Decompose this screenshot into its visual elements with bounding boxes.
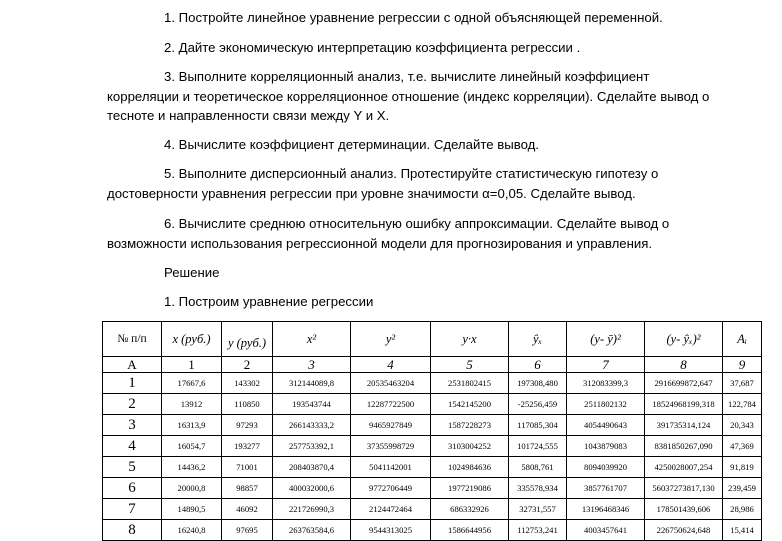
table-cell: 97695 xyxy=(222,520,273,541)
table-row xyxy=(103,520,762,541)
table-cell: 4250028007,254 xyxy=(645,457,723,478)
table-cell: 110850 xyxy=(222,394,273,415)
table-cell: 12287722500 xyxy=(351,394,431,415)
table-cell: 4003457641 xyxy=(567,520,645,541)
table-cell: 8094039920 xyxy=(567,457,645,478)
column-number-row xyxy=(103,357,762,373)
header-y-squared: y² xyxy=(351,322,431,357)
table-row xyxy=(103,394,762,415)
header-x: x (руб.) xyxy=(162,322,222,357)
table-header-row xyxy=(103,322,762,357)
table-cell: 1542145200 xyxy=(431,394,509,415)
table-cell: 263763584,6 xyxy=(273,520,351,541)
table-cell: 239,459 xyxy=(723,478,762,499)
table-cell: 1586644956 xyxy=(431,520,509,541)
header-x-squared: x² xyxy=(273,322,351,357)
column-number: 8 xyxy=(645,357,723,373)
table-cell: 20535463204 xyxy=(351,373,431,394)
table-row xyxy=(103,415,762,436)
table-cell: 257753392,1 xyxy=(273,436,351,457)
table-cell: 112753,241 xyxy=(509,520,567,541)
table-cell: 312083399,3 xyxy=(567,373,645,394)
task-5-line-1: 5. Выполните дисперсионный анализ. Протестируйте статистическую гипотезу о xyxy=(164,166,659,181)
task-3-line-1: 3. Выполните корреляционный анализ, т.е. вычислите линейный коэффициент xyxy=(164,69,650,84)
header-y-label: y (руб.) xyxy=(227,335,267,350)
column-number: 5 xyxy=(431,357,509,373)
table-cell: 4054490643 xyxy=(567,415,645,436)
table-cell: 1977219086 xyxy=(431,478,509,499)
table-cell: 98857 xyxy=(222,478,273,499)
row-number-cell: 8 xyxy=(103,520,162,541)
table-cell: 9544313025 xyxy=(351,520,431,541)
table-row xyxy=(103,373,762,394)
table-row xyxy=(103,499,762,520)
table-cell: 16240,8 xyxy=(162,520,222,541)
table-cell: 97293 xyxy=(222,415,273,436)
column-number: 9 xyxy=(723,357,762,373)
table-cell: 56037273817,130 xyxy=(645,478,723,499)
row-number-cell: 7 xyxy=(103,499,162,520)
column-number: 6 xyxy=(509,357,567,373)
table-cell: 18524968199,318 xyxy=(645,394,723,415)
column-number: A xyxy=(103,357,162,373)
table-cell: 5808,761 xyxy=(509,457,567,478)
table-cell: 101724,555 xyxy=(509,436,567,457)
table-cell: 391735314,124 xyxy=(645,415,723,436)
table-cell: 122,784 xyxy=(723,394,762,415)
table-cell: 9465927849 xyxy=(351,415,431,436)
table-cell: 335578,934 xyxy=(509,478,567,499)
table-cell: 14436,2 xyxy=(162,457,222,478)
table-cell: 37,687 xyxy=(723,373,762,394)
table-cell: 28,986 xyxy=(723,499,762,520)
table-cell: 3857761707 xyxy=(567,478,645,499)
table-row xyxy=(103,436,762,457)
table-cell: 266143333,2 xyxy=(273,415,351,436)
row-number-cell: 2 xyxy=(103,394,162,415)
table-cell: 71001 xyxy=(222,457,273,478)
table-cell: 193543744 xyxy=(273,394,351,415)
header-y-hat: ŷₓ xyxy=(509,322,567,357)
table-cell: 1043879083 xyxy=(567,436,645,457)
table-cell: 46092 xyxy=(222,499,273,520)
table-cell: 1587228273 xyxy=(431,415,509,436)
header-row-number: № п/п xyxy=(103,322,162,357)
table-cell: 208403870,4 xyxy=(273,457,351,478)
table-cell: 2531802415 xyxy=(431,373,509,394)
task-2: 2. Дайте экономическую интерпретацию коэффициента регрессии . xyxy=(164,40,581,55)
table-cell: 193277 xyxy=(222,436,273,457)
table-cell: 312144089,8 xyxy=(273,373,351,394)
table-cell: 5041142001 xyxy=(351,457,431,478)
step-1-heading: 1. Построим уравнение регрессии xyxy=(164,294,374,309)
table-cell: 13196468346 xyxy=(567,499,645,520)
table-cell: -25256,459 xyxy=(509,394,567,415)
header-y xyxy=(222,322,273,357)
table-cell: 20,343 xyxy=(723,415,762,436)
table-cell: 2124472464 xyxy=(351,499,431,520)
table-cell: 143302 xyxy=(222,373,273,394)
table-cell: 178501439,606 xyxy=(645,499,723,520)
row-number-cell: 4 xyxy=(103,436,162,457)
task-3-line-3: тесноте и направленности связи между Y и X. xyxy=(107,108,390,123)
row-number-cell: 3 xyxy=(103,415,162,436)
header-ai: Aᵢ xyxy=(723,322,762,357)
table-cell: 13912 xyxy=(162,394,222,415)
table-cell: 221726990,3 xyxy=(273,499,351,520)
row-number-cell: 6 xyxy=(103,478,162,499)
table-cell: 32731,557 xyxy=(509,499,567,520)
table-data-body xyxy=(103,373,762,541)
solution-heading: Решение xyxy=(164,265,220,280)
table-row xyxy=(103,457,762,478)
table-cell: 14890,5 xyxy=(162,499,222,520)
header-yx: y·x xyxy=(431,322,509,357)
table-cell: 2916699872,647 xyxy=(645,373,723,394)
table-cell: 47,369 xyxy=(723,436,762,457)
table-cell: 197308,480 xyxy=(509,373,567,394)
table-cell: 91,819 xyxy=(723,457,762,478)
table-cell: 20000,8 xyxy=(162,478,222,499)
column-number: 1 xyxy=(162,357,222,373)
table-row xyxy=(103,478,762,499)
table-cell: 37355998729 xyxy=(351,436,431,457)
column-number: 2 xyxy=(222,357,273,373)
table-cell: 1024984636 xyxy=(431,457,509,478)
table-cell: 15,414 xyxy=(723,520,762,541)
table-cell: 16313,9 xyxy=(162,415,222,436)
task-3-line-2: корреляции и теоретическое корреляционное отношение (индекс корреляции). Сделайте вывод о xyxy=(107,89,710,104)
table-cell: 3103004252 xyxy=(431,436,509,457)
table-cell: 400032000,6 xyxy=(273,478,351,499)
table-cell: 686332926 xyxy=(431,499,509,520)
task-4: 4. Вычислите коэффициент детерминации. Сделайте вывод. xyxy=(164,137,539,152)
row-number-cell: 5 xyxy=(103,457,162,478)
column-number: 3 xyxy=(273,357,351,373)
header-y-dev-squared: (y- ȳ)² xyxy=(567,322,645,357)
header-residual-squared: (y- ŷₓ)² xyxy=(645,322,723,357)
column-number: 7 xyxy=(567,357,645,373)
column-number: 4 xyxy=(351,357,431,373)
table-cell: 16054,7 xyxy=(162,436,222,457)
table-cell: 17667,6 xyxy=(162,373,222,394)
task-1: 1. Постройте линейное уравнение регрессии с одной объясняющей переменной. xyxy=(164,10,663,25)
task-6-line-2: возможности использования регрессионной модели для прогнозирования и управления. xyxy=(107,236,653,251)
table-cell: 2511802132 xyxy=(567,394,645,415)
table-cell: 226750624,648 xyxy=(645,520,723,541)
table-cell: 9772706449 xyxy=(351,478,431,499)
regression-table xyxy=(102,321,762,541)
task-6-line-1: 6. Вычислите среднюю относительную ошибку аппроксимации. Сделайте вывод о xyxy=(164,216,670,231)
row-number-cell: 1 xyxy=(103,373,162,394)
task-5-line-2: достоверности уравнения регрессии при уровне значимости α=0,05. Сделайте вывод. xyxy=(107,186,636,201)
table-cell: 117085,304 xyxy=(509,415,567,436)
table-cell: 8381850267,090 xyxy=(645,436,723,457)
